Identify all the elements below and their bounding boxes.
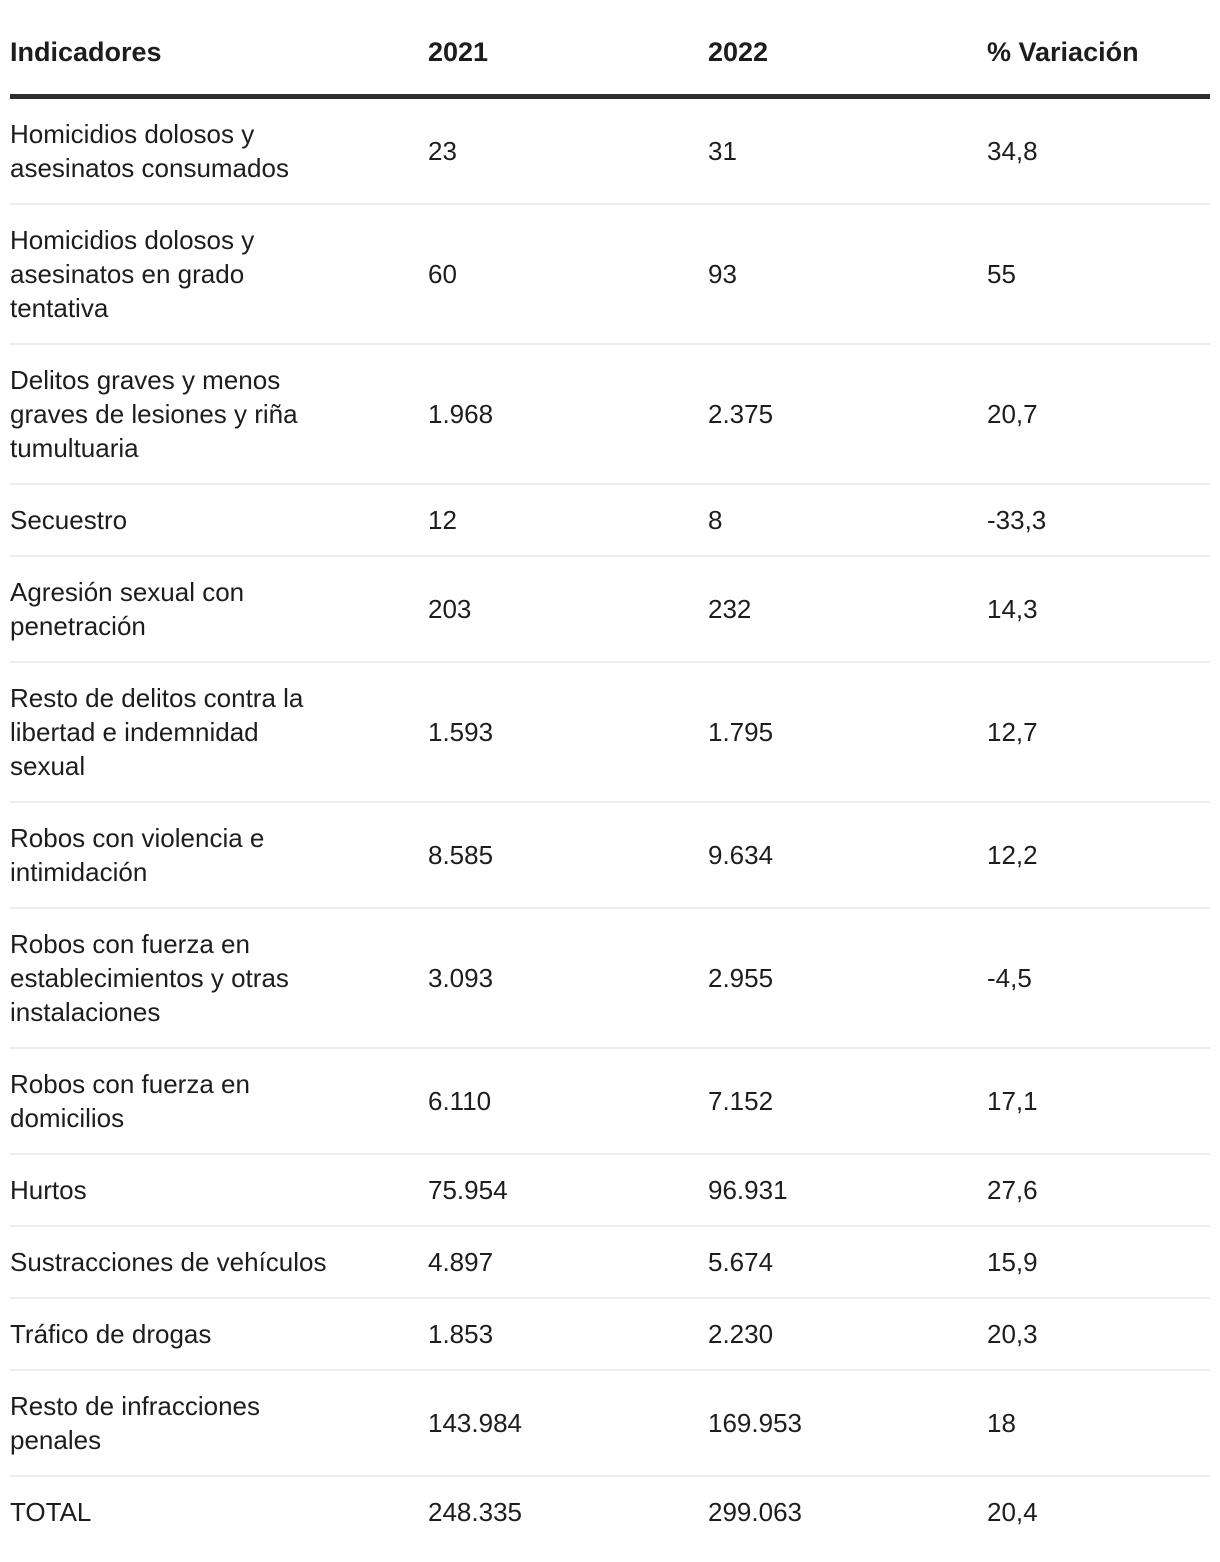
value-2022: 31 xyxy=(708,97,987,205)
row-label: Agresión sexual con penetración xyxy=(10,577,245,641)
table-row xyxy=(10,1154,1210,1226)
value-variacion: 20,7 xyxy=(987,344,1210,484)
value-variacion: 17,1 xyxy=(987,1048,1210,1154)
column-header-2022: 2022 xyxy=(708,0,987,97)
column-header-indicadores: Indicadores xyxy=(10,0,428,97)
value-2021: 4.897 xyxy=(428,1226,708,1298)
column-header-2021: 2021 xyxy=(428,0,708,97)
value-2022: 9.634 xyxy=(708,802,987,908)
value-variacion: 18 xyxy=(987,1370,1210,1476)
table-row xyxy=(10,1370,1210,1476)
row-label: Homicidios dolosos y asesinatos consumados xyxy=(10,119,289,183)
value-variacion: 12,2 xyxy=(987,802,1210,908)
row-label: Robos con fuerza en establecimientos y otras instalaciones xyxy=(10,929,289,1027)
value-variacion: 27,6 xyxy=(987,1154,1210,1226)
row-label: Resto de delitos contra la libertad e indemnidad sexual xyxy=(10,683,304,781)
table-row xyxy=(10,97,1210,205)
table-row xyxy=(10,1226,1210,1298)
value-2021: 75.954 xyxy=(428,1154,708,1226)
value-variacion: -4,5 xyxy=(987,908,1210,1048)
header-row xyxy=(10,0,1210,97)
value-2021: 203 xyxy=(428,556,708,662)
value-2021: 6.110 xyxy=(428,1048,708,1154)
table-row xyxy=(10,556,1210,662)
row-label: Tráfico de drogas xyxy=(10,1319,212,1349)
table-row xyxy=(10,662,1210,802)
value-2021: 3.093 xyxy=(428,908,708,1048)
value-variacion: 55 xyxy=(987,204,1210,344)
value-variacion: 15,9 xyxy=(987,1226,1210,1298)
value-2022: 1.795 xyxy=(708,662,987,802)
table-body xyxy=(10,97,1210,1548)
row-label: Homicidios dolosos y asesinatos en grado tentativa xyxy=(10,225,255,323)
table-row xyxy=(10,1298,1210,1370)
value-2022: 93 xyxy=(708,204,987,344)
table-header xyxy=(10,0,1210,97)
value-variacion: 20,3 xyxy=(987,1298,1210,1370)
value-2021: 8.585 xyxy=(428,802,708,908)
row-label: TOTAL xyxy=(10,1497,92,1527)
crime-stats-table xyxy=(10,0,1210,1547)
table-row xyxy=(10,204,1210,344)
value-variacion: 14,3 xyxy=(987,556,1210,662)
column-header-variacion: % Variación xyxy=(987,0,1210,97)
row-label: Resto de infracciones penales xyxy=(10,1391,261,1455)
value-variacion: 34,8 xyxy=(987,97,1210,205)
value-2022: 96.931 xyxy=(708,1154,987,1226)
value-2021: 1.593 xyxy=(428,662,708,802)
value-variacion: 12,7 xyxy=(987,662,1210,802)
value-2021: 248.335 xyxy=(428,1497,522,1527)
row-label: Hurtos xyxy=(10,1175,87,1205)
value-2022: 8 xyxy=(708,484,987,556)
value-2022: 299.063 xyxy=(708,1497,802,1527)
value-2021: 12 xyxy=(428,484,708,556)
value-variacion: 20,4 xyxy=(987,1497,1038,1527)
value-2022: 169.953 xyxy=(708,1370,987,1476)
row-label: Secuestro xyxy=(10,505,128,535)
row-label: Sustracciones de vehículos xyxy=(10,1247,327,1277)
value-2022: 7.152 xyxy=(708,1048,987,1154)
value-2022: 2.230 xyxy=(708,1298,987,1370)
value-variacion: -33,3 xyxy=(987,484,1210,556)
table-row-total xyxy=(10,1476,1210,1547)
value-2021: 1.853 xyxy=(428,1298,708,1370)
value-2022: 2.375 xyxy=(708,344,987,484)
value-2021: 60 xyxy=(428,204,708,344)
value-2022: 2.955 xyxy=(708,908,987,1048)
row-label: Robos con violencia e intimidación xyxy=(10,823,265,887)
value-2022: 5.674 xyxy=(708,1226,987,1298)
table-row xyxy=(10,1048,1210,1154)
row-label: Robos con fuerza en domicilios xyxy=(10,1069,250,1133)
value-2022: 232 xyxy=(708,556,987,662)
value-2021: 143.984 xyxy=(428,1370,708,1476)
table-row xyxy=(10,344,1210,484)
row-label: Delitos graves y menos graves de lesiones y riña tumultuaria xyxy=(10,365,298,463)
table-row xyxy=(10,908,1210,1048)
table-row xyxy=(10,484,1210,556)
table-row xyxy=(10,802,1210,908)
value-2021: 1.968 xyxy=(428,344,708,484)
value-2021: 23 xyxy=(428,97,708,205)
